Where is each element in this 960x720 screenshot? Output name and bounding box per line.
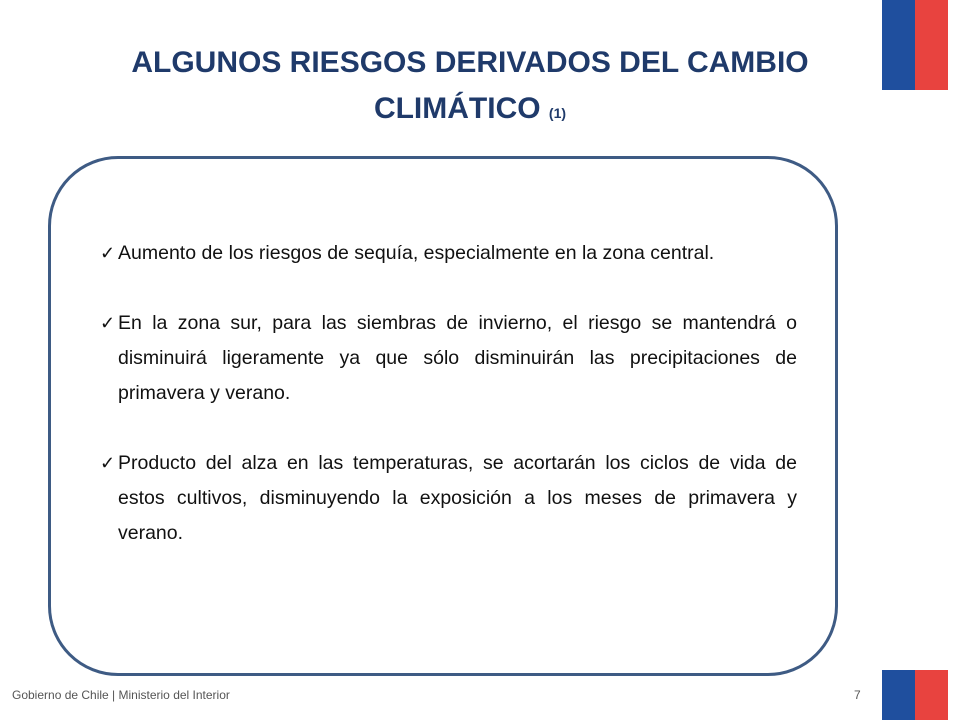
flag-blue-stripe bbox=[882, 670, 915, 720]
slide-title-main: ALGUNOS RIESGOS DERIVADOS DEL CAMBIO CLIMÁTICO bbox=[131, 46, 809, 125]
bullet-item bbox=[100, 236, 797, 271]
bullet-text: Aumento de los riesgos de sequía, especialmente en la zona central. bbox=[118, 242, 715, 264]
flag-blue-stripe bbox=[882, 0, 915, 90]
flag-red-stripe bbox=[915, 0, 948, 90]
footer-text: Gobierno de Chile | Ministerio del Interior bbox=[12, 688, 230, 702]
checkmark-icon: ✓ bbox=[100, 243, 116, 263]
slide-title bbox=[70, 40, 870, 136]
checkmark-icon: ✓ bbox=[100, 453, 116, 473]
bullet-item bbox=[100, 306, 797, 411]
bullet-text: En la zona sur, para las siembras de invierno, el riesgo se mantendrá o disminuirá ligeramente ya que sólo disminuirán las precipitaciones de primavera y verano. bbox=[118, 312, 797, 404]
bullet-text: Producto del alza en las temperaturas, se acortarán los ciclos de vida de estos cultivos, disminuyendo la exposición a los meses de primavera y verano. bbox=[118, 452, 797, 544]
slide-title-subscript: (1) bbox=[548, 105, 567, 121]
chile-flag-bottom-decoration bbox=[882, 670, 948, 720]
chile-flag-top-decoration bbox=[882, 0, 948, 90]
bullet-item bbox=[100, 446, 797, 551]
bullet-list bbox=[100, 236, 797, 551]
page-number: 7 bbox=[854, 688, 861, 702]
flag-red-stripe bbox=[915, 670, 948, 720]
checkmark-icon: ✓ bbox=[100, 313, 116, 333]
